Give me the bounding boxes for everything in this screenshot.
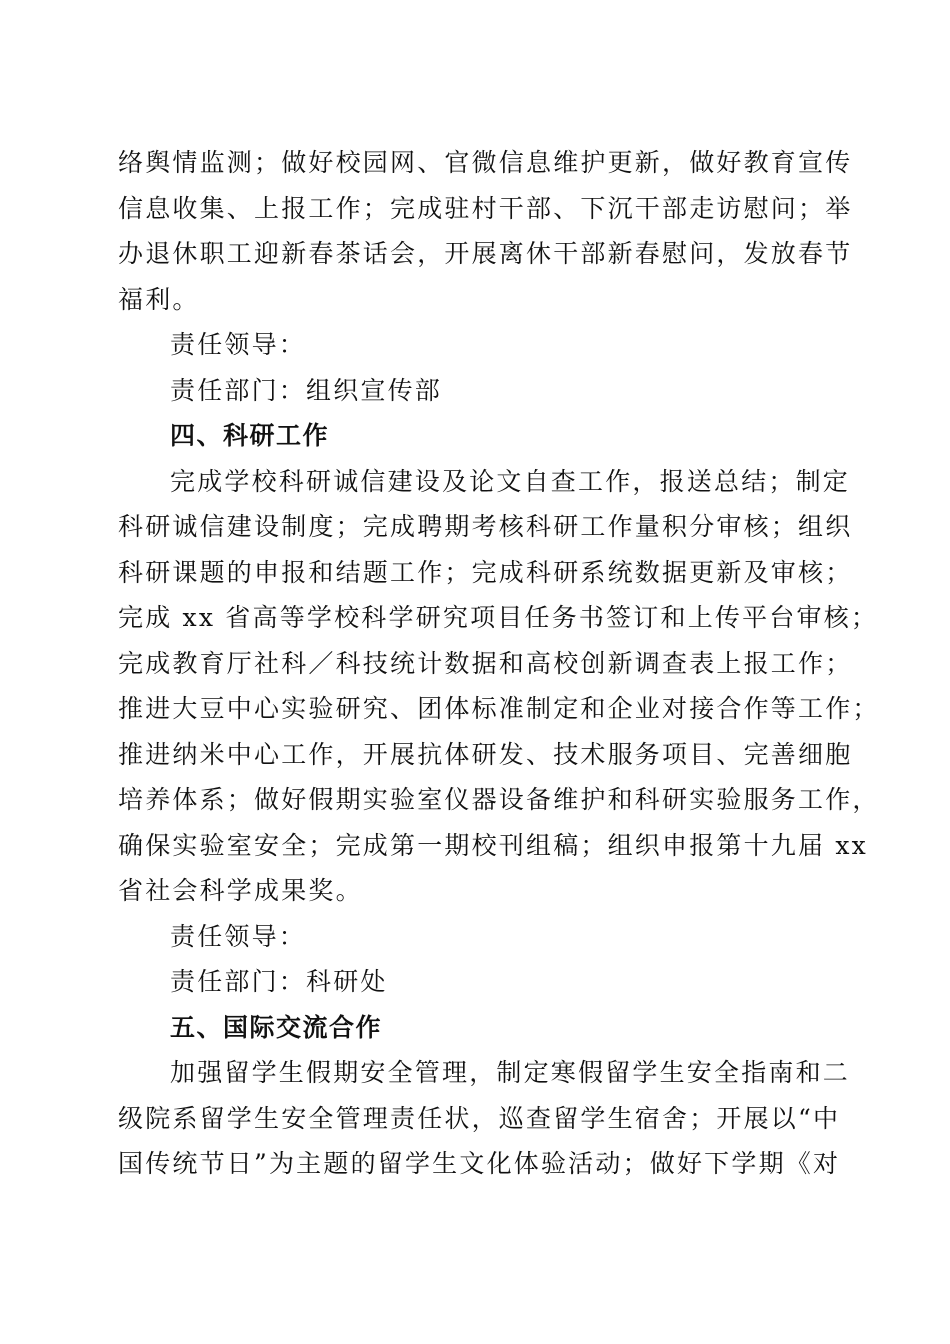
paragraph-line: 完成 xx 省高等学校科学研究项目任务书签订和上传平台审核； xyxy=(118,603,879,632)
section-heading-research: 四、科研工作 xyxy=(170,421,330,450)
paragraph-line: 加强留学生假期安全管理，制定寒假留学生安全指南和二 xyxy=(170,1058,851,1087)
responsible-leader-label: 责任领导： xyxy=(170,330,307,359)
paragraph-line: 络舆情监测；做好校园网、官微信息维护更新，做好教育宣传 xyxy=(118,148,853,177)
document-body xyxy=(118,140,880,1187)
paragraph-line: 福利。 xyxy=(118,284,200,314)
paragraph-line: 科研诚信建设制度；完成聘期考核科研工作量积分审核；组织 xyxy=(118,512,853,541)
section-heading-international: 五、国际交流合作 xyxy=(170,1012,383,1042)
paragraph-line: 信息收集、上报工作；完成驻村干部、下沉干部走访慰问；举 xyxy=(118,193,853,223)
paragraph-line: 培养体系；做好假期实验室仪器设备维护和科研实验服务工作， xyxy=(118,785,880,814)
responsible-department-label: 责任部门：科研处 xyxy=(170,967,388,996)
responsible-leader-label: 责任领导： xyxy=(170,921,307,951)
paragraph-line: 完成学校科研诚信建设及论文自查工作，报送总结；制定 xyxy=(170,466,851,496)
paragraph-line: 级院系留学生安全管理责任状，巡查留学生宿舍；开展以“中 xyxy=(118,1103,841,1133)
paragraph-line: 完成教育厅社科／科技统计数据和高校创新调查表上报工作； xyxy=(118,648,853,678)
paragraph-line: 办退休职工迎新春茶话会，开展离休干部新春慰问，发放春节 xyxy=(118,239,853,268)
paragraph-line: 国传统节日”为主题的留学生文化体验活动；做好下学期《对 xyxy=(118,1149,841,1178)
paragraph-line: 省社会科学成果奖。 xyxy=(118,876,363,905)
paragraph-line: 科研课题的申报和结题工作；完成科研系统数据更新及审核； xyxy=(118,557,853,587)
paragraph-line: 推进纳米中心工作，开展抗体研发、技术服务项目、完善细胞 xyxy=(118,739,853,769)
paragraph-line: 确保实验室安全；完成第一期校刊组稿；组织申报第十九届 xx xyxy=(118,830,868,860)
paragraph-line: 推进大豆中心实验研究、团体标准制定和企业对接合作等工作； xyxy=(118,694,880,723)
responsible-department-label: 责任部门：组织宣传部 xyxy=(170,375,443,405)
